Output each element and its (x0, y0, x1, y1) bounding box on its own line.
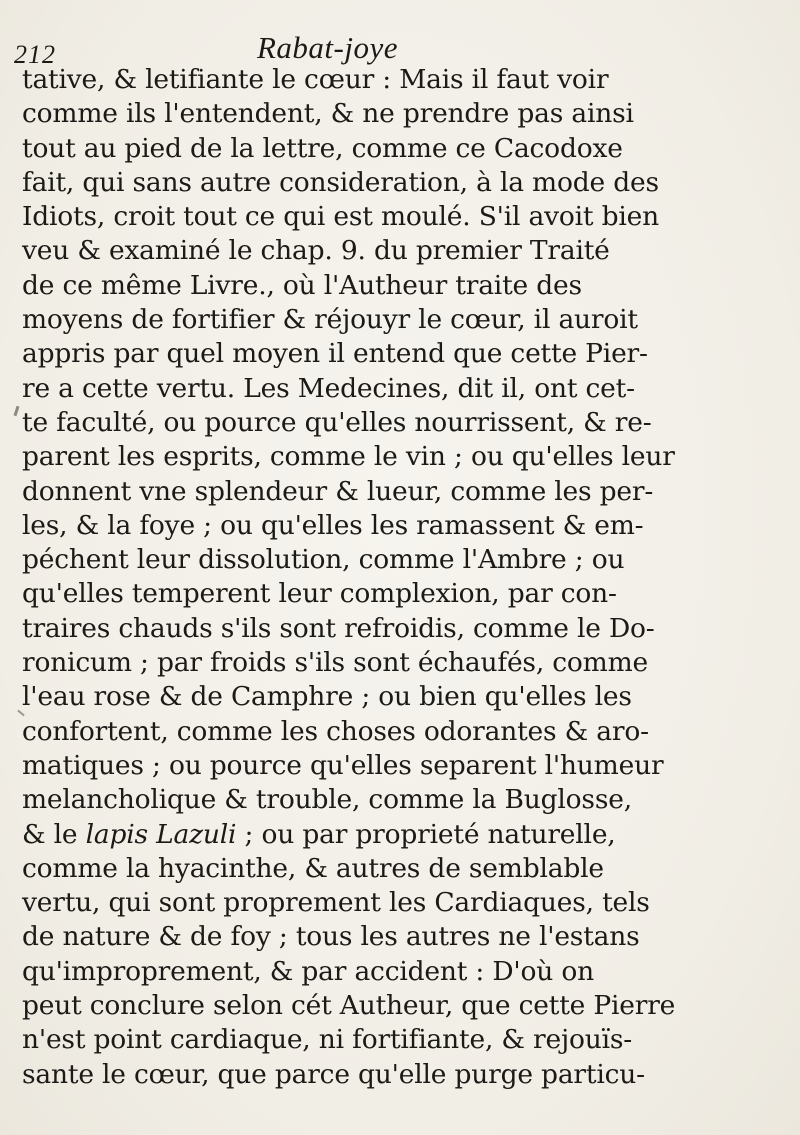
text-run: & le (22, 818, 86, 850)
text-line: fait, qui sans autre consideration, à la mode des (22, 166, 659, 198)
text-line: melancholique & trouble, comme la Buglosse, (22, 784, 632, 816)
text-line: sante le cœur, que parce qu'elle purge particu- (22, 1058, 645, 1090)
text-line: qu'elles temperent leur complexion, par con- (22, 578, 617, 610)
text-line: tative, & letifiante le cœur : Mais il faut voir (22, 64, 609, 95)
text-line: re a cette vertu. Les Medecines, dit il, ont cet- (22, 372, 635, 404)
text-line: qu'improprement, & par accident : D'où on (22, 955, 594, 987)
text-line-mixed (22, 818, 787, 852)
text-line: de ce même Livre., où l'Autheur traite des (22, 269, 582, 301)
running-title: Rabat-joye (257, 30, 399, 65)
text-line: comme ils l'entendent, & ne prendre pas ainsi (22, 98, 634, 130)
text-line: moyens de fortifier & réjouyr le cœur, il auroit (22, 304, 638, 336)
italic-term: lapis Lazuli (85, 818, 237, 850)
text-line: te faculté, ou pource qu'elles nourrissent, & re- (22, 406, 652, 438)
text-line: vertu, qui sont proprement les Cardiaques, tels (22, 887, 650, 919)
text-line: ronicum ; par froids s'ils sont échaufés, comme (22, 647, 649, 679)
text-line: de nature & de foy ; tous les autres ne l'estans (22, 921, 640, 953)
text-line: n'est point cardiaque, ni fortifiante, & rejouïs- (22, 1024, 633, 1056)
text-line: tout au pied de la lettre, comme ce Cacodoxe (22, 132, 623, 164)
text-line: matiques ; ou pource qu'elles separent l'humeur (22, 749, 664, 781)
ink-speck (14, 406, 20, 416)
text-line: peut conclure selon cét Autheur, que cette Pierre (22, 990, 676, 1022)
text-line: traires chauds s'ils sont refroidis, comme le Do- (22, 612, 655, 644)
text-line: parent les esprits, comme le vin ; ou qu'elles leur (22, 441, 675, 473)
text-line: les, & la foye ; ou qu'elles les ramassent & em- (22, 509, 644, 541)
text-line: confortent, comme les choses odorantes & aro- (22, 715, 649, 747)
page-number: 212 (14, 40, 56, 69)
text-line: péchent leur dissolution, comme l'Ambre ; ou (22, 544, 625, 576)
text-line: veu & examiné le chap. 9. du premier Traité (22, 235, 610, 267)
text-line: Idiots, croit tout ce qui est moulé. S'il avoit bien (22, 201, 659, 233)
body-text (22, 63, 787, 1092)
text-run: ; ou par proprieté naturelle, (236, 818, 616, 850)
text-line: comme la hyacinthe, & autres de semblable (22, 852, 604, 884)
text-line: appris par quel moyen il entend que cette Pier- (22, 338, 648, 370)
text-line: donnent vne splendeur & lueur, comme les per- (22, 475, 654, 507)
text-line: l'eau rose & de Camphre ; ou bien qu'elles les (22, 681, 632, 713)
